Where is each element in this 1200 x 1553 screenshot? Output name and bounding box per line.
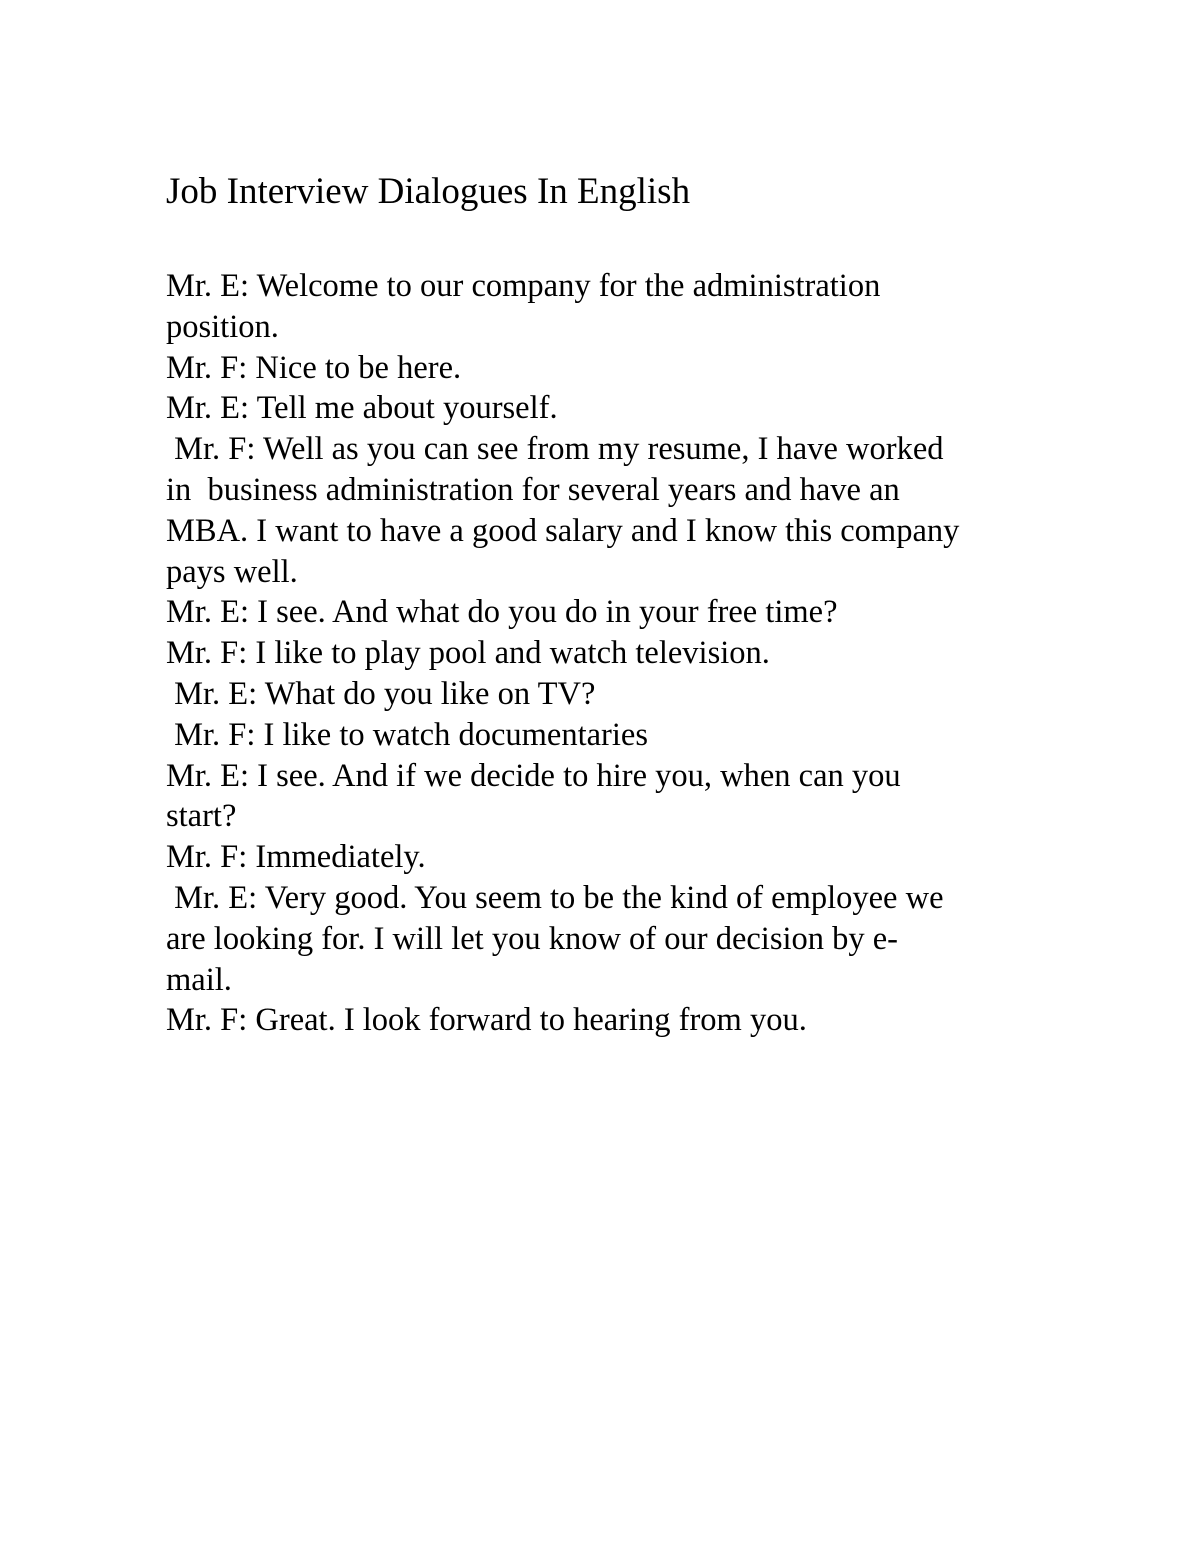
- dialogue-line: Mr. E: Very good. You seem to be the kind of employee we: [166, 879, 944, 916]
- dialogue-line: Mr. F: Immediately.: [166, 839, 426, 876]
- dialogue-line: Mr. F: I like to play pool and watch television.: [166, 635, 770, 672]
- document-title: Job Interview Dialogues In English: [166, 171, 691, 212]
- dialogue-line: mail.: [166, 961, 232, 998]
- dialogue-line: Mr. F: I like to watch documentaries: [166, 716, 648, 753]
- dialogue-line: Mr. E: I see. And what do you do in your free time?: [166, 594, 838, 631]
- dialogue-line: Mr. F: Great. I look forward to hearing from you.: [166, 1002, 807, 1039]
- dialogue-body: [166, 266, 959, 1041]
- dialogue-line: MBA. I want to have a good salary and I know this company: [166, 512, 960, 549]
- dialogue-line: position.: [166, 308, 279, 345]
- dialogue-line: Mr. E: What do you like on TV?: [166, 675, 596, 712]
- dialogue-line: start?: [166, 798, 237, 835]
- dialogue-line: Mr. E: Tell me about yourself.: [166, 390, 558, 427]
- dialogue-line: pays well.: [166, 553, 298, 590]
- dialogue-line: Mr. F: Nice to be here.: [166, 349, 462, 386]
- dialogue-line: Mr. F: Well as you can see from my resume, I have worked: [166, 431, 944, 468]
- dialogue-line: in business administration for several years and have an: [166, 471, 900, 508]
- dialogue-line: Mr. E: I see. And if we decide to hire you, when can you: [166, 757, 901, 794]
- dialogue-line: are looking for. I will let you know of our decision by e-: [166, 920, 898, 957]
- dialogue-line: Mr. E: Welcome to our company for the administration: [166, 268, 881, 304]
